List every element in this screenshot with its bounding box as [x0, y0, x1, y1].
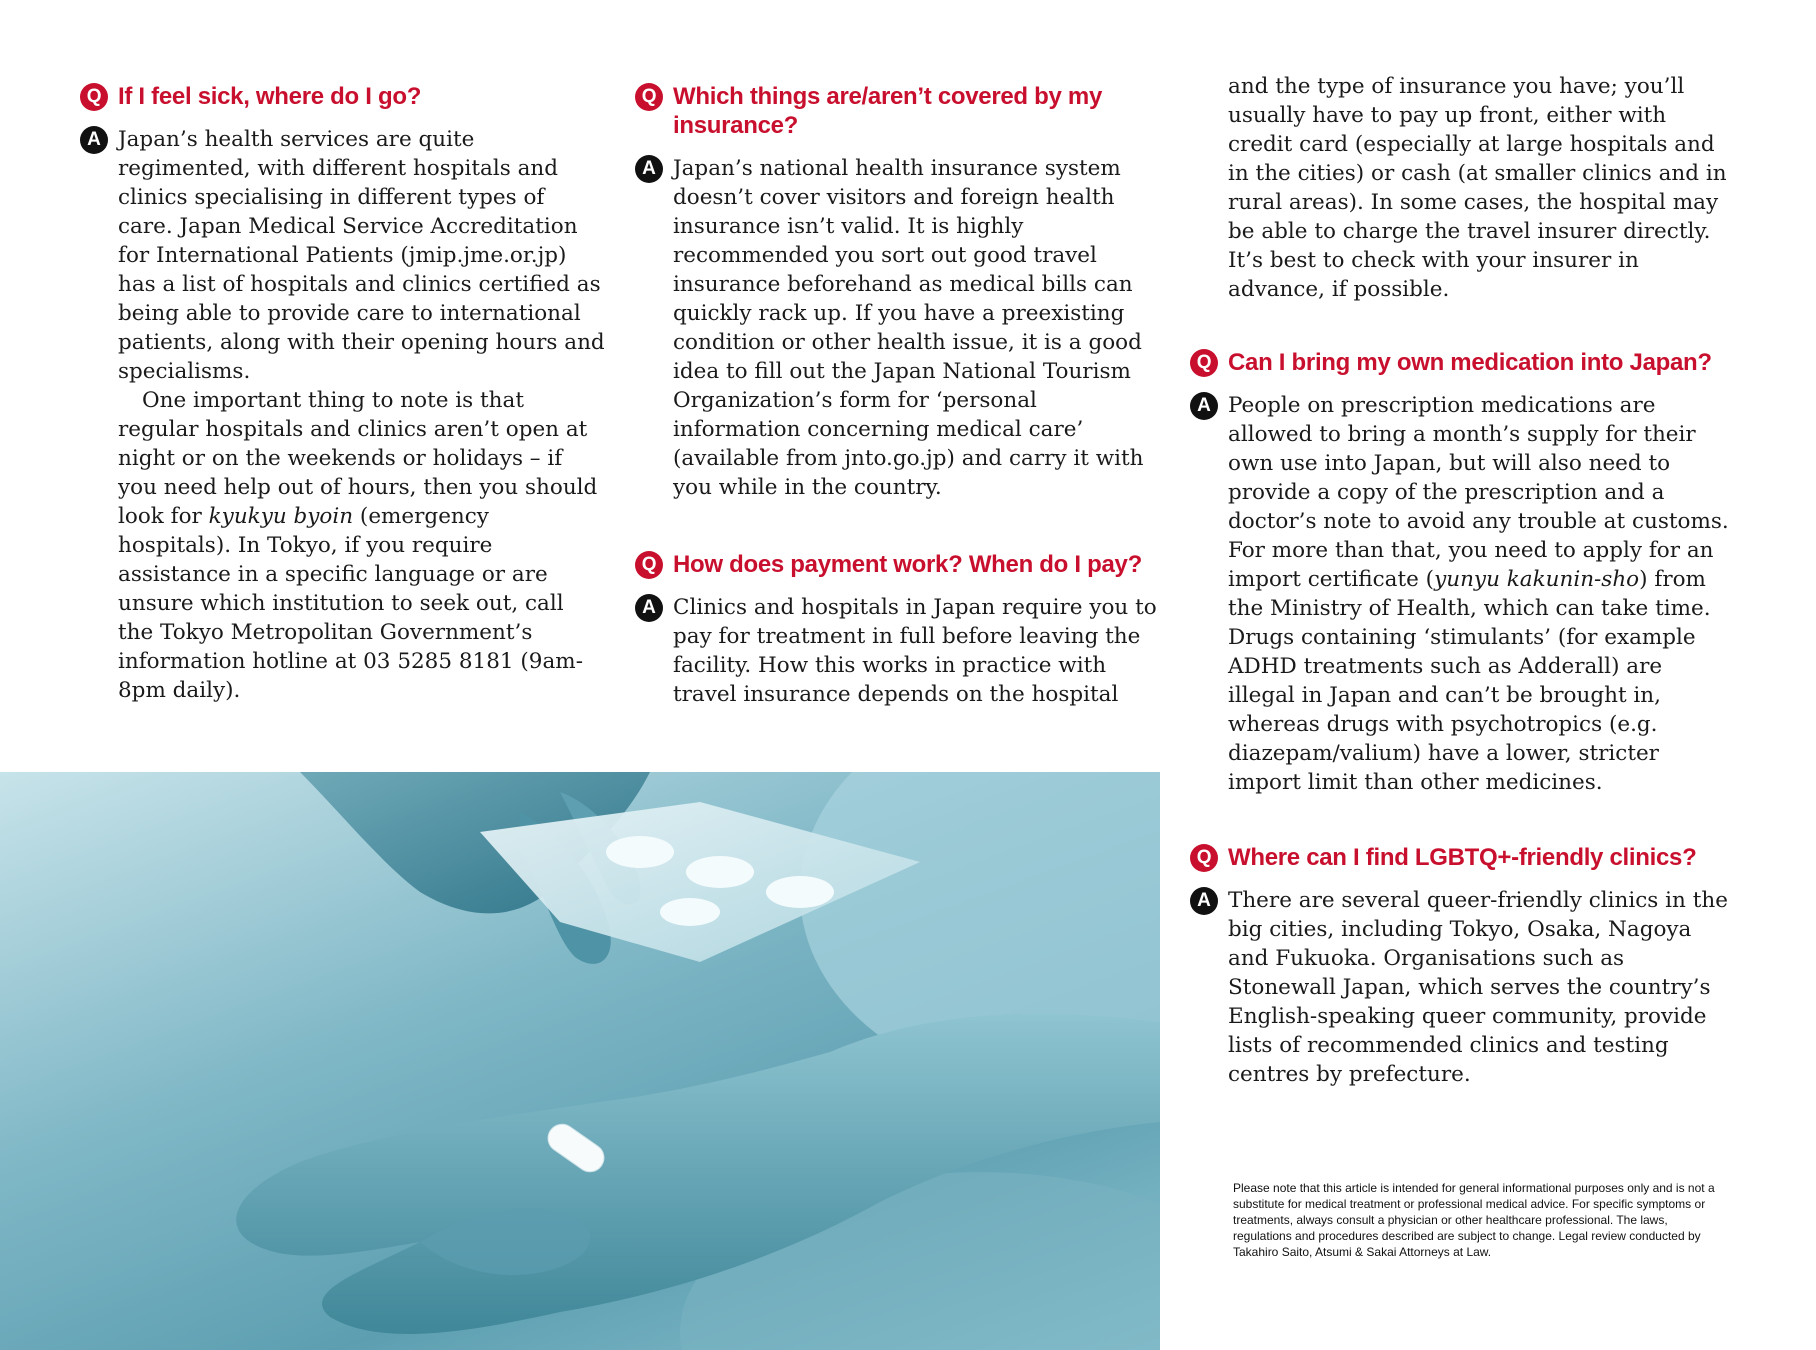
question-text: Which things are/aren’t covered by my insurance?	[673, 83, 1103, 139]
spacer	[1190, 797, 1735, 843]
q-badge: Q	[1190, 844, 1218, 872]
answer-text	[673, 593, 1160, 709]
text-run: (emergency hospitals). In Tokyo, if you require assistance in a specific language or are unsure which institution to seek out, call the Tokyo Metropolitan Government’s information hotline at 03 5285 8181 (9am-8pm daily).	[118, 504, 583, 703]
question-heading	[1190, 843, 1735, 872]
spacer	[1190, 304, 1735, 348]
answer-text	[1228, 391, 1735, 797]
a-badge: A	[80, 126, 108, 154]
qa-payment	[635, 550, 1160, 709]
answer-text	[673, 154, 1160, 502]
answer-text	[118, 125, 605, 705]
question-text: How does payment work? When do I pay?	[673, 551, 1142, 578]
answer	[635, 593, 1160, 709]
column-2	[635, 82, 1160, 709]
question-text: Where can I find LGBTQ+-friendly clinics?	[1228, 844, 1697, 871]
q-badge: Q	[635, 83, 663, 111]
answer	[1190, 886, 1735, 1089]
answer-paragraph	[118, 386, 605, 705]
question-heading	[1190, 348, 1735, 377]
q-badge: Q	[1190, 349, 1218, 377]
column-3	[1190, 72, 1735, 1089]
question-heading	[635, 550, 1160, 579]
italic-term: yunyu kakunin-sho	[1434, 567, 1640, 592]
answer-paragraph: Japan’s health services are quite regimented, with different hospitals and clinics specialising in different types of care. Japan Medical Service Accreditation for International Patients (jmip.jme.or.jp) has a list of hospitals and clinics certified as being able to provide care to international patients, along with their opening hours and specialisms.	[118, 127, 605, 384]
question-text: If I feel sick, where do I go?	[118, 83, 422, 110]
a-badge: A	[1190, 887, 1218, 915]
qa-sick	[80, 82, 605, 705]
question-heading	[635, 82, 1160, 140]
answer-paragraph: Clinics and hospitals in Japan require you to pay for treatment in full before leaving the facility. How this works in practice with travel insurance depends on the hospital	[673, 595, 1157, 707]
qa-lgbtq	[1190, 843, 1735, 1089]
qa-medication	[1190, 348, 1735, 797]
spacer	[635, 502, 1160, 550]
italic-term: kyukyu byoin	[208, 504, 354, 529]
answer	[635, 154, 1160, 502]
answer-paragraph: and the type of insurance you have; you’ll usually have to pay up front, either with credit card (especially at large hospitals and in the cities) or cash (at smaller clinics and in rural areas). In some cases, the hospital may be able to charge the travel insurer directly. It’s best to check with your insurer in advance, if possible.	[1228, 74, 1727, 302]
text-run: ) from the Ministry of Health, which can take time. Drugs containing ‘stimulants’ (for example ADHD treatments such as Adderall) are illegal in Japan and can’t be brought in, whereas drugs with psychotropics (e.g. diazepam/valium) have a lower, stricter import limit than other medicines.	[1228, 567, 1711, 795]
disclaimer-note: Please note that this article is intended for general informational purposes only and is not a substitute for medical treatment or professional medical advice. For specific symptoms or treatments, always consult a physician or other healthcare professional. The laws, regulations and procedures described are subject to change. Legal review conducted by Takahiro Saito, Atsumi & Sakai Attorneys at Law.	[1233, 1181, 1715, 1259]
answer	[80, 125, 605, 705]
question-heading	[80, 82, 605, 111]
hands-pills-photo	[0, 772, 1160, 1350]
answer-paragraph	[1228, 391, 1735, 797]
photo-illustration	[0, 772, 1160, 1350]
continued-text	[1190, 72, 1735, 304]
qa-insurance	[635, 82, 1160, 502]
text-run: People on prescription medications are allowed to bring a month’s supply for their own use into Japan, but will also need to provide a copy of the prescription and a doctor’s note to avoid any trouble at customs. For more than that, you need to apply for an import certificate (	[1228, 393, 1729, 592]
q-badge: Q	[635, 551, 663, 579]
answer	[1190, 391, 1735, 797]
a-badge: A	[1190, 392, 1218, 420]
answer-paragraph: There are several queer-friendly clinics in the big cities, including Tokyo, Osaka, Nagoya and Fukuoka. Organisations such as Stonewall Japan, which serves the country’s English-speaking queer community, provide lists of recommended clinics and testing centres by prefecture.	[1228, 888, 1728, 1087]
a-badge: A	[635, 155, 663, 183]
q-badge: Q	[80, 83, 108, 111]
question-text: Can I bring my own medication into Japan?	[1228, 349, 1712, 376]
answer-text	[1228, 886, 1735, 1089]
column-1	[80, 82, 605, 705]
a-badge: A	[635, 594, 663, 622]
answer-paragraph: Japan’s national health insurance system doesn’t cover visitors and foreign health insurance isn’t valid. It is highly recommended you sort out good travel insurance beforehand as medical bills can quickly rack up. If you have a preexisting condition or other health issue, it is a good idea to fill out the Japan National Tourism Organization’s form for ‘personal information concerning medical care’ (available from jnto.go.jp) and carry it with you while in the country.	[673, 156, 1144, 500]
text-run: One important thing to note is that regular hospitals and clinics aren’t open at night or on the weekends or holidays – if you need help out of hours, then you should look for	[118, 388, 598, 529]
